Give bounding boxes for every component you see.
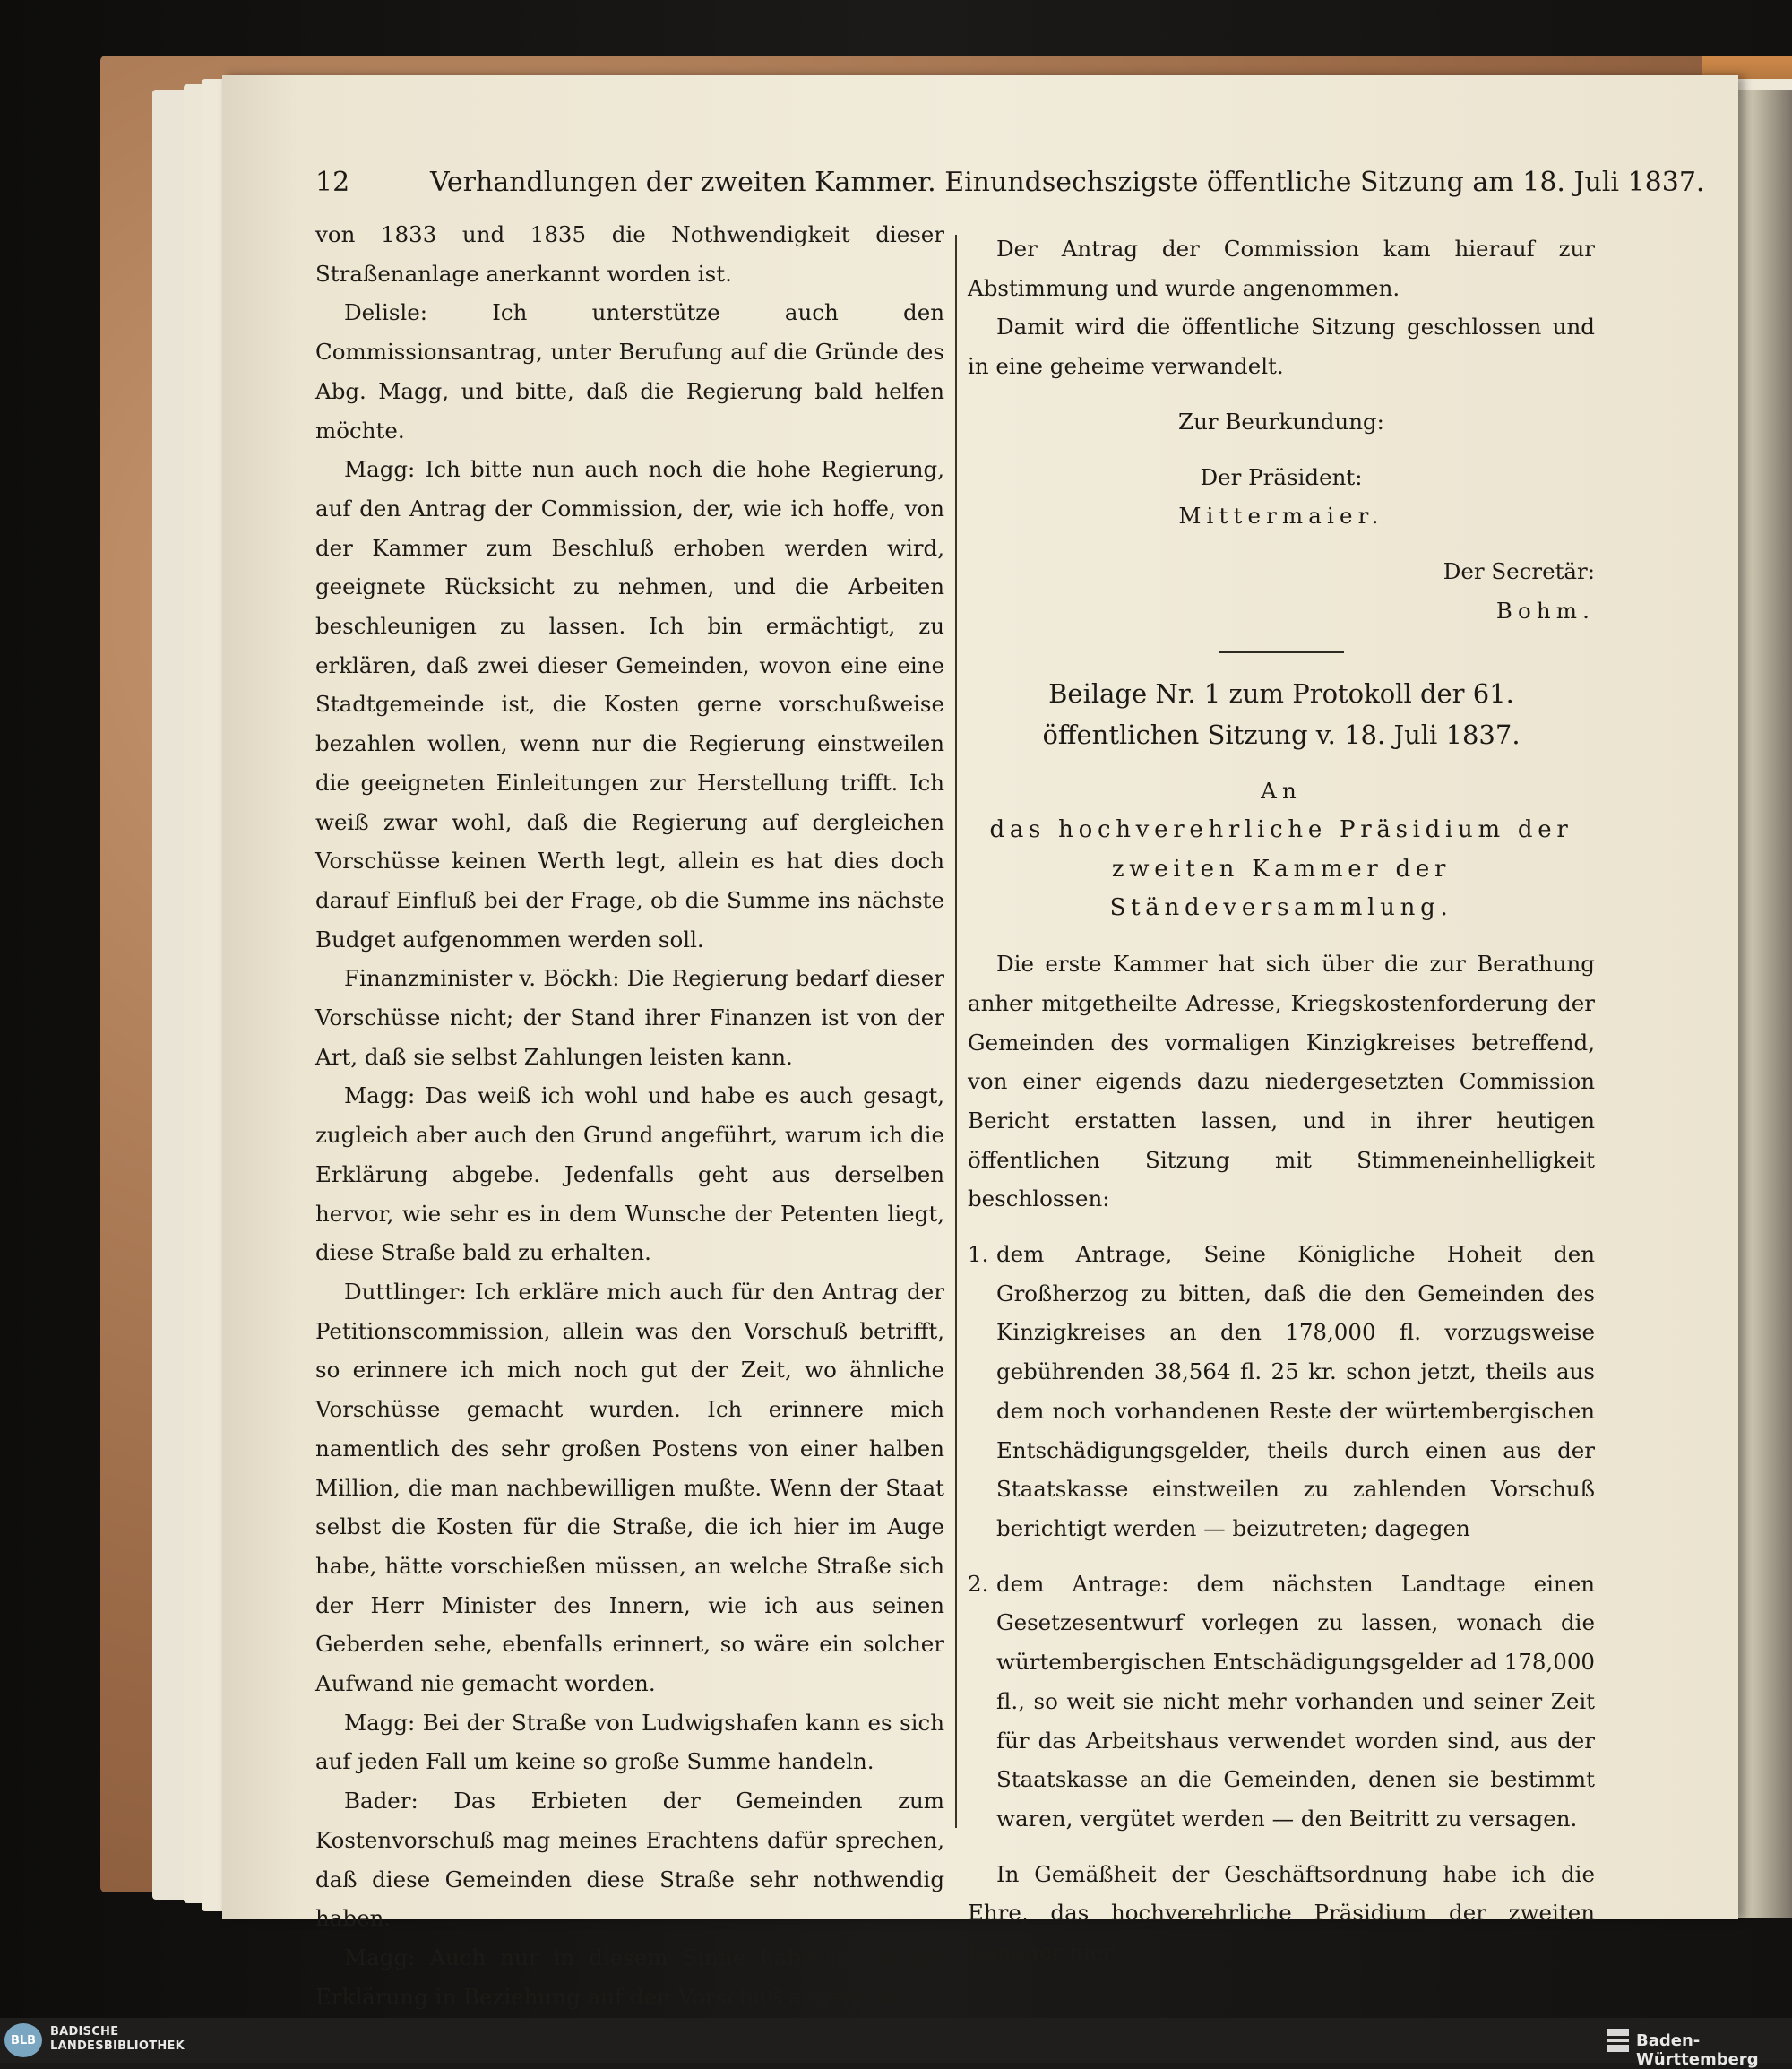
list-item-text: dem Antrage: dem nächsten Landtage einen Gesetzesentwurf vorlegen zu lassen, wonach die würtembergischen Entschädigungsgelder ad 178,000 fl., so weit sie nicht mehr vorhanden und seiner Zeit für das Arbeitshaus verwendet worden sind, aus der Staatskasse an die Gemeinden, denen sie bestimmt waren, vergütet werden — den Beitritt zu versagen.	[996, 1570, 1595, 1832]
president-name: Mittermaier.	[1178, 503, 1384, 530]
paragraph: Bader: Das Erbieten der Gemeinden zum Kostenvorschuß mag meines Erachtens dafür sprechen, daß diese Gemeinden diese Straße sehr nothwendig haben.	[315, 1788, 944, 1932]
list-item-text: dem Antrage, Seine Königliche Hoheit den Großherzog zu bitten, daß die den Gemeinden des Kinzigkreises an den 178,000 fl. vorzugsweise gebührenden 38,564 fl. 25 kr. schon jetzt, theils aus dem noch vorhandenen Reste der würtembergischen Entschädigungsgelder, theils durch einen aus der Staatskasse einstweilen zu zahlenden Vorschuß berichtigt werden — beizutreten; dagegen	[996, 1241, 1595, 1541]
baden-wuerttemberg-crest-icon	[1606, 2027, 1631, 2054]
running-title: Verhandlungen der zweiten Kammer. Einundsechszigste öffentliche Sitzung am 18. Juli 1837.	[430, 167, 1705, 198]
left-column	[315, 215, 944, 2016]
paragraph: Magg: Das weiß ich wohl und habe es auch gesagt, zugleich aber auch den Grund angeführt, warum ich die Erklärung abgebe. Jedenfalls geht aus derselben hervor, wie sehr es in dem Wunsche der Petenten liegt, diese Straße bald zu erhalten.	[315, 1082, 944, 1266]
address-an: An	[1261, 778, 1302, 805]
closing-sentence: In Gemäßheit der Geschäftsordnung habe ich die Ehre, das hochverehrliche Präsidium der zweiten Kammer hier-	[968, 1860, 1595, 1966]
library-name[interactable]	[50, 2025, 185, 2054]
attestation-label: Zur Beurkundung:	[1178, 408, 1384, 435]
right-column	[968, 229, 1595, 1972]
vote-paragraph: Der Antrag der Commission kam hierauf zur Abstimmung und wurde angenommen.	[968, 236, 1595, 301]
page-number: 12	[315, 167, 350, 198]
blb-logo-icon[interactable]: BLB	[4, 2023, 42, 2057]
paragraph: Duttlinger: Ich erkläre mich auch für den Antrag der Petitionscommission, allein was den Vorschuß betrifft, so erinnere ich mich noch gut der Zeit, wo ähnliche Vorschüsse gemacht wurden. Ich erinnere mich namentlich des sehr großen Postens von einer halben Million, die man nachbewilligen mußte. Wenn der Staat selbst die Kosten für die Straße, die ich hier im Auge habe, hätte vorschießen müssen, an welche Straße sich der Herr Minister des Innern, wie ich aus seinen Geberden sehe, ebenfalls erinnert, so wäre ein solcher Aufwand nie gemacht worden.	[315, 1278, 944, 1697]
page-header	[315, 163, 1705, 203]
president-title: Der Präsident:	[1200, 463, 1363, 490]
intro-paragraph: Die erste Kammer hat sich über die zur Berathung anher mitgetheilte Adresse, Kriegskostenforderung der Gemeinden des vormaligen Kinzigkreises betreffend, von einer eigends dazu niedergesetzten Commission Bericht erstatten lassen, und in ihrer heutigen öffentlichen Sitzung mit Stimmeneinhelligkeit beschlossen:	[968, 951, 1595, 1212]
secretary-title: Der Secretär:	[1443, 557, 1595, 584]
paragraph: Delisle: Ich unterstütze auch den Commissionsantrag, unter Berufung auf die Gründe des Abg. Magg, und bitte, daß die Regierung bald helfen möchte.	[315, 299, 944, 444]
list-item	[968, 1565, 1595, 1839]
paragraph: von 1833 und 1835 die Nothwendigkeit dieser Straßenanlage anerkannt worden ist.	[315, 221, 944, 287]
viewer-footer-bar	[0, 2018, 1792, 2063]
list-item	[968, 1235, 1595, 1548]
paragraph: Magg: Auch nur in diesem Sinne habe ich meine Erklärung in Beziehung auf den Vorschuß abgegeben.	[315, 1944, 944, 2010]
appendix-title: Beilage Nr. 1 zum Protokoll der 61. öffentlichen Sitzung v. 18. Juli 1837.	[1042, 678, 1521, 751]
list-item-number: 2.	[968, 1570, 989, 1597]
list-item-number: 1.	[968, 1241, 989, 1268]
section-rule	[1219, 651, 1344, 653]
paragraph: Magg: Bei der Straße von Ludwigshafen kann es sich auf jeden Fall um keine so große Summe handeln.	[315, 1709, 944, 1775]
closing-paragraph: Damit wird die öffentliche Sitzung geschlossen und in eine geheime verwandelt.	[968, 314, 1595, 380]
library-name-line1: BADISCHE	[50, 2025, 119, 2039]
paragraph: Finanzminister v. Böckh: Die Regierung bedarf dieser Vorschüsse nicht; der Stand ihrer Finanzen ist von der Art, daß sie selbst Zahlungen leisten kann.	[315, 965, 944, 1070]
library-name-line2: LANDESBIBLIOTHEK	[50, 2039, 185, 2053]
secretary-name: Bohm.	[1495, 597, 1595, 624]
paragraph: Magg: Ich bitte nun auch noch die hohe Regierung, auf den Antrag der Commission, der, wie ich hoffe, von der Kammer zum Beschluß erhoben werden wird, geeignete Rücksicht zu nehmen, und die Arbeiten beschleunigen zu lassen. Ich bin ermächtigt, zu erklären, daß zwei dieser Gemeinden, wovon eine eine Stadtgemeinde ist, die Kosten gerne vorschußweise bezahlen wollen, wenn nur die Regierung einstweilen die geeigneten Einleitungen zur Herstellung trifft. Ich weiß zwar wohl, daß die Regierung auf dergleichen Vorschüsse keinen Werth legt, allein es hat dies doch darauf Einfluß bei der Frage, ob die Summe ins nächste Budget aufgenommen werden soll.	[315, 456, 944, 953]
column-divider	[955, 235, 957, 1828]
address-recipient: das hochverehrliche Präsidium der zweiten Kammer der Ständeversammlung.	[989, 816, 1573, 922]
state-label[interactable]: Baden-Württemberg	[1636, 2031, 1759, 2069]
